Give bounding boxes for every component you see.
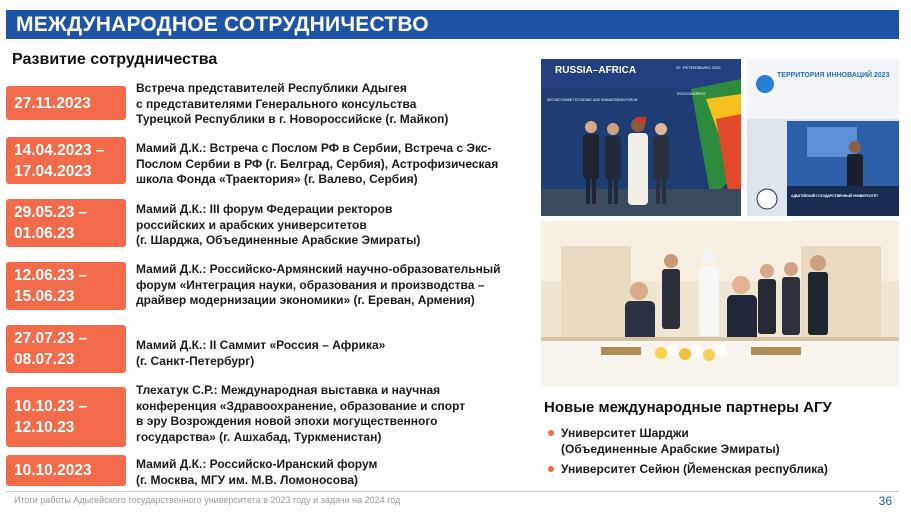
partner-bullet [548,466,554,472]
section-heading: Развитие сотрудничества [12,51,218,68]
photo1-sub: ST. PETERSBURG 2023 [676,65,721,70]
event-description [136,81,534,128]
photo-signing-ceremony [541,221,899,387]
partner-line: Университет Шарджи [561,426,689,440]
event-description-line: Турецкой Республики в г. Новороссийске (г. Майкоп) [136,112,449,126]
event-date-line: 10.10.23 – [14,398,88,415]
event-date-line: 12.10.23 [14,419,75,436]
partner-bullet [548,430,554,436]
event-date-line: 27.11.2023 [14,94,91,112]
event-date-line: 10.10.2023 [14,462,92,479]
event-description-line: Послом Сербии в РФ (г. Белград, Сербия), Астрофизическая [136,156,499,171]
event-date-line: 17.04.2023 [14,162,92,180]
event-description [136,383,534,445]
event-description [136,338,534,369]
event-description-line: конференция «Здравоохранение, образование и спорт [136,398,466,413]
event-date-badge [6,86,126,120]
partner-line: (Объединенные Арабские Эмираты) [561,441,780,456]
event-date-line: 15.06.23 [14,288,75,305]
event-date-badge [6,387,126,447]
event-date-line: 14.04.2023 – [14,141,105,159]
event-date-line: 08.07.23 [14,351,75,368]
event-description-line: (г. Шарджа, Объединенные Арабские Эмираты) [136,233,421,247]
partner-line: Университет Сейюн (Йеменская республика) [561,462,828,476]
event-description-line: российских и арабских университетов [136,217,367,232]
footer-divider [6,491,899,492]
photo2-banner: ТЕРРИТОРИЯ ИННОВАЦИЙ 2023 [777,72,890,79]
partners-title: Новые международные партнеры АГУ [544,399,832,416]
event-description [136,262,534,309]
photo1-banner: RUSSIA–AFRICA [555,65,637,76]
event-description-line: драйвер модернизации экономики» (г. Ереван, Армения) [136,293,475,307]
event-date-badge [6,325,126,373]
event-description-line: Мамий Д.К.: Российско-Иранский форум [136,457,378,471]
event-description-line: Встреча представителей Республики Адыгея [136,81,407,95]
event-date-line: 29.05.23 – [14,204,88,221]
page-title: МЕЖДУНАРОДНОЕ СОТРУДНИЧЕСТВО [6,10,899,39]
photo1-left: SECOND SUMMIT ECONOMIC AND HUMANITARIAN FORUM [547,98,638,102]
event-date-badge [6,199,126,247]
event-description-line: Мамий Д.К.: Встреча с Послом РФ в Сербии, Встреча с Экс- [136,141,492,155]
photo1-logo: ROSCONGRESS [677,92,706,96]
photo2-booth: АДЫГЕЙСКИЙ ГОСУДАРСТВЕННЫЙ УНИВЕРСИТЕТ [791,194,879,198]
event-date-badge [6,137,126,184]
event-description-line: Тлехатук С.Р.: Международная выставка и научная [136,383,441,397]
event-date-line: 12.06.23 – [14,267,88,284]
photo-innovation-booth [747,59,899,216]
event-description [136,457,534,488]
event-date-badge [6,455,126,486]
event-description-line: школа Фонда «Траектория» (г. Валево, Сербия) [136,172,418,186]
event-description [136,202,534,249]
partner-item [561,426,780,457]
footer-text: Итоги работы Адыгейского государственного университета в 2023 году и задачи на 2024 год [14,495,401,505]
event-description-line: с представителями Генерального консульства [136,96,417,111]
partner-item [561,462,828,478]
event-description-line: (г. Санкт-Петербург) [136,353,255,368]
event-description-line: в эру Возрождения новой эпохи могущественного [136,414,438,428]
event-date-badge [6,262,126,310]
page-number: 36 [878,494,892,508]
event-description-line: форум «Интеграция науки, образования и производства – [136,277,485,292]
event-date-line: 01.06.23 [14,225,75,242]
event-description [136,141,534,188]
photo-russia-africa-summit [541,59,741,216]
event-description-line: Мамий Д.К.: II Саммит «Россия – Африка» [136,338,386,352]
event-description-line: Мамий Д.К.: Российско-Армянский научно-образовательный [136,262,501,276]
event-description-line: государства» (г. Ашхабад, Туркменистан) [136,429,382,444]
event-date-line: 27.07.23 – [14,330,88,347]
event-description-line: Мамий Д.К.: III форум Федерации ректоров [136,202,393,216]
event-description-line: (г. Москва, МГУ им. М.В. Ломоносова) [136,472,359,487]
